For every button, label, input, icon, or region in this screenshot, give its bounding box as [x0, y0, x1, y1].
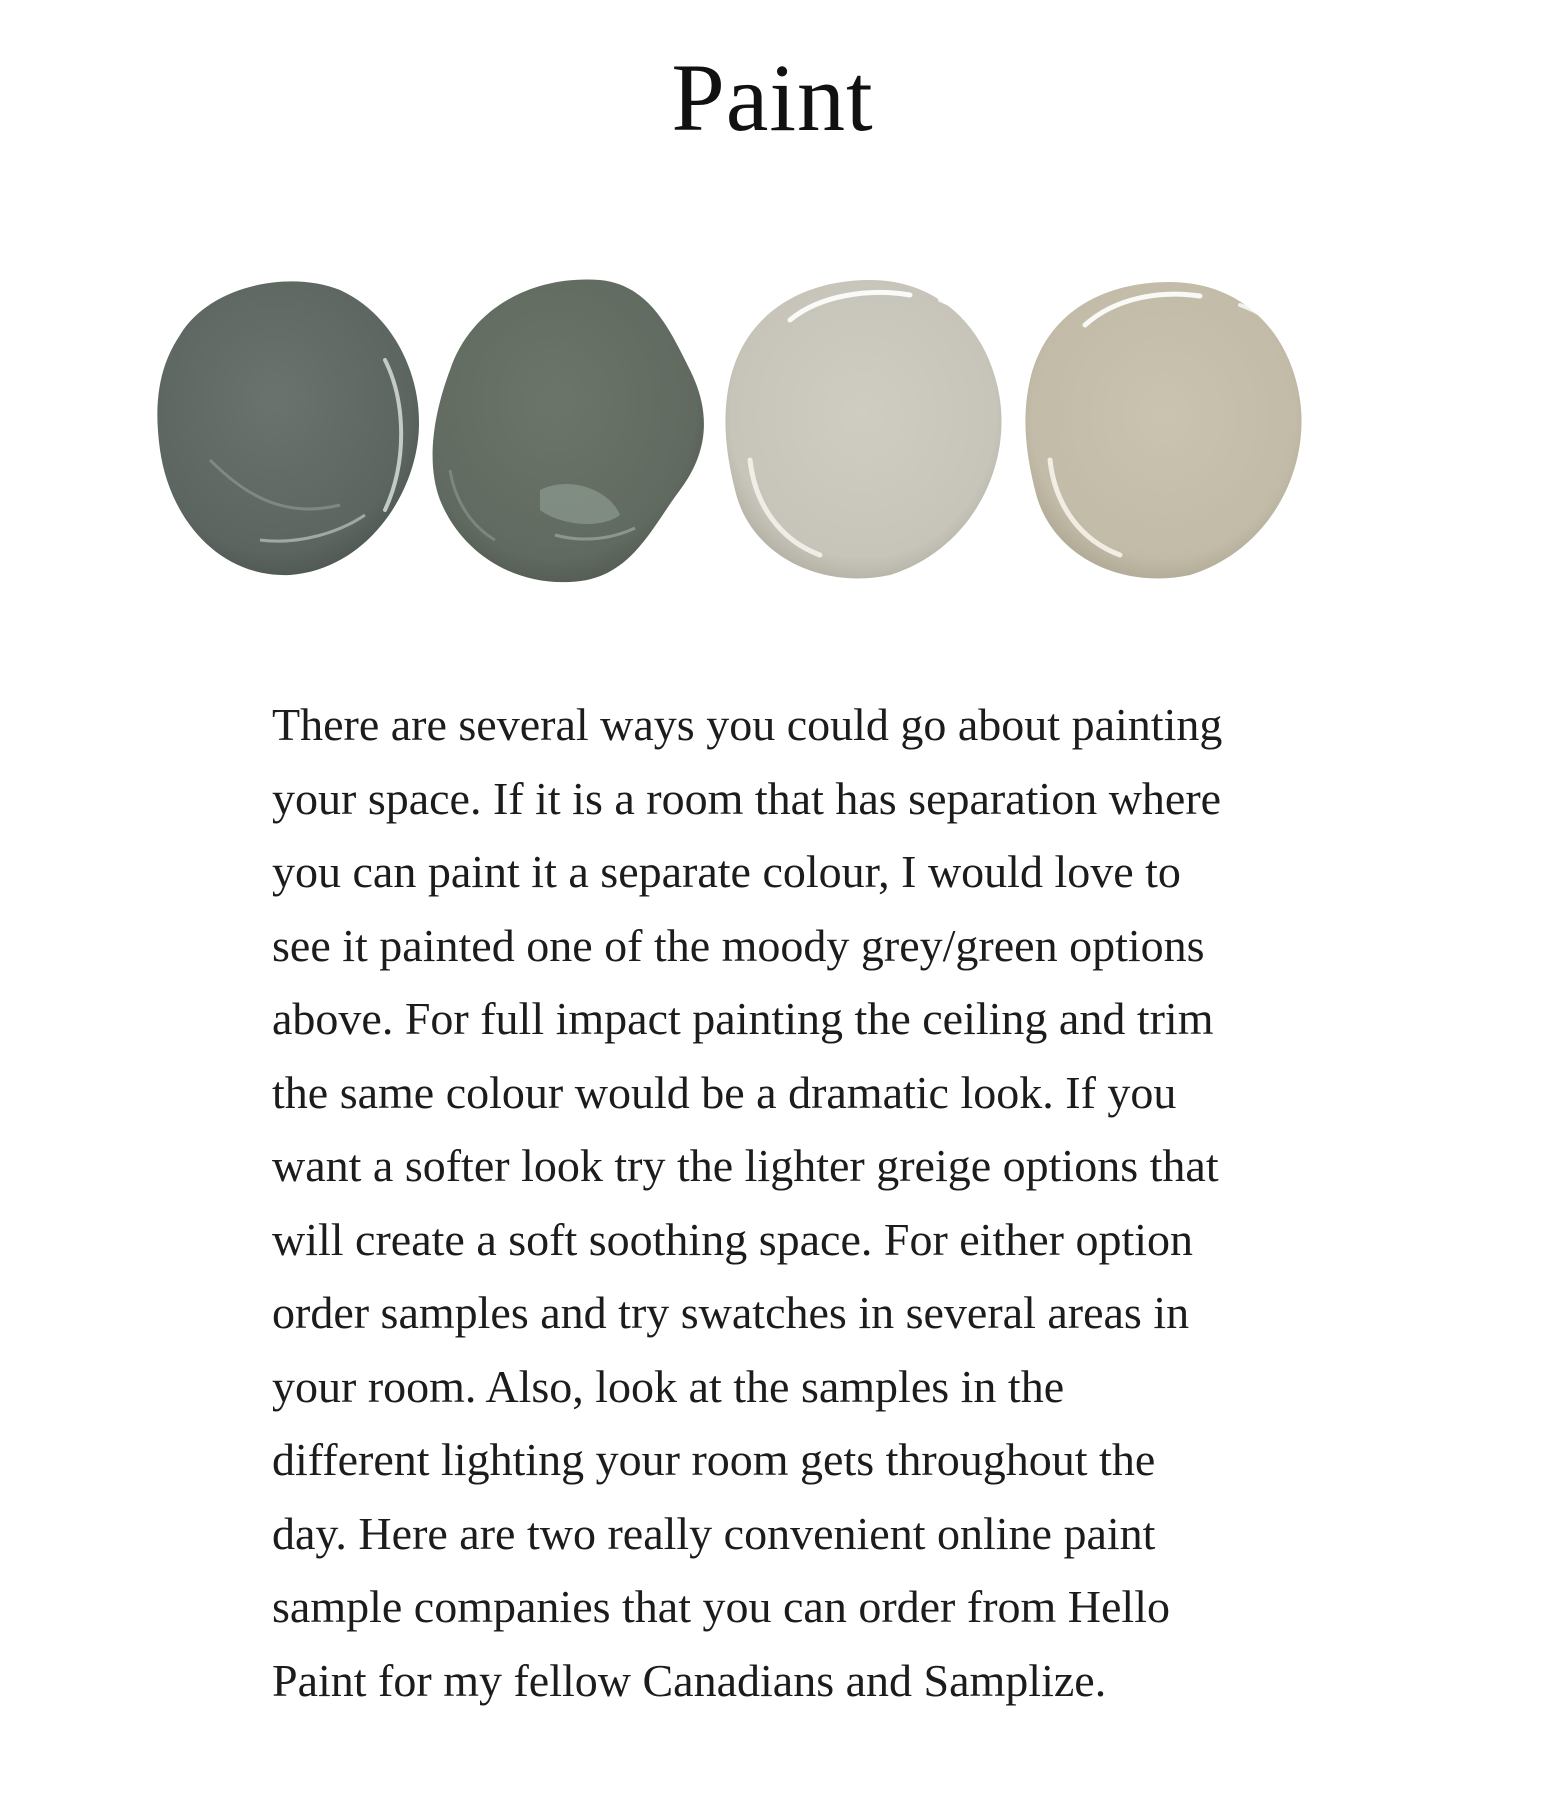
paragraph-line: order samples and try swatches in several areas in: [272, 1287, 1190, 1338]
paragraph-line: There are several ways you could go about painting: [272, 699, 1223, 750]
paragraph-line: your space. If it is a room that has separation where: [272, 772, 1222, 824]
paint-swatches: [150, 260, 1400, 600]
paragraph-line: the same colour would be a dramatic look. If you: [272, 1066, 1177, 1118]
light-greige-swatch: [725, 280, 1001, 578]
paragraph-line: will create a soft soothing space. For either option: [272, 1213, 1194, 1265]
paragraph-line: want a softer look try the lighter greige options that: [272, 1140, 1219, 1191]
paragraph-line: you can paint it a separate colour, I would love to: [272, 846, 1181, 897]
paragraph-line: different lighting your room gets throughout the: [272, 1434, 1156, 1485]
paragraph-line: sample companies that you can order from Hello: [272, 1581, 1170, 1632]
moody-green-swatch: [433, 280, 704, 583]
paragraph-line: day. Here are two really convenient online paint: [272, 1507, 1156, 1559]
warm-greige-swatch: [1025, 282, 1301, 578]
page-title: Paint: [671, 44, 874, 151]
body-paragraph: [272, 688, 1352, 1717]
paragraph-line: your room. Also, look at the samples in the: [272, 1360, 1065, 1412]
paragraph-line: Paint for my fellow Canadians and Samplize.: [272, 1654, 1107, 1706]
paragraph-line: above. For full impact painting the ceiling and trim: [272, 993, 1214, 1044]
dark-grey-green-swatch: [157, 281, 419, 575]
paragraph-line: see it painted one of the moody grey/green options: [272, 919, 1205, 971]
